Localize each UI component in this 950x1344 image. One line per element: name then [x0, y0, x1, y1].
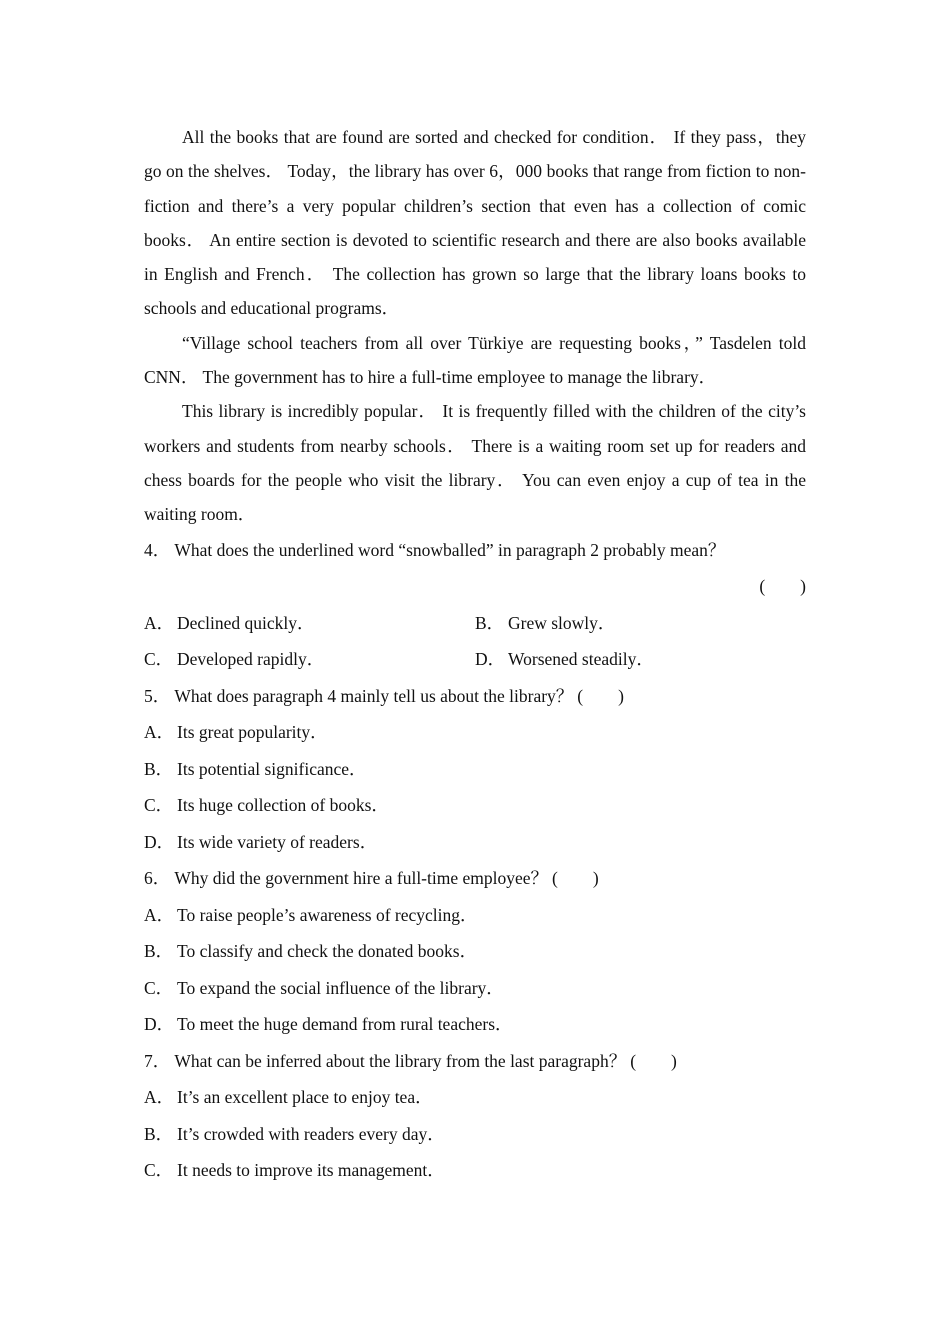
paragraph: All the books that are found are sorted and checked for condition． If they pass，they go on the shelves． Today，the library has over 6，000 books that range from fiction to non-fiction and there’s a very popular children’s section that even has a collection of comic books． An entire section is devoted to scientific research and there are also books available in English and French． The collection has grown so large that the library loans books to schools and educational programs． [144, 127, 806, 319]
question-text: What can be inferred about the library from the last paragraph？ [174, 1050, 627, 1071]
option-b [475, 605, 806, 642]
option-letter: B． [144, 758, 174, 779]
option-text: Its wide variety of readers． [177, 831, 378, 852]
option-text: To classify and check the donated books． [177, 941, 478, 962]
question-7 [144, 1043, 806, 1189]
option-c [144, 787, 806, 824]
option-letter: A． [144, 722, 175, 743]
option-a [144, 897, 806, 934]
option-b [144, 1116, 806, 1153]
answer-blank: ( ) [630, 1050, 677, 1071]
option-letter: B． [144, 1123, 174, 1144]
option-text: To expand the social influence of the library． [177, 977, 504, 998]
option-text: Its potential significance． [177, 758, 367, 779]
option-letter: D． [144, 1014, 175, 1035]
question-number: 6． [144, 868, 171, 889]
option-text: It’s crowded with readers every day． [177, 1123, 445, 1144]
option-letter: D． [475, 649, 506, 670]
option-text: Developed rapidly． [177, 649, 325, 670]
question-4 [144, 532, 806, 678]
question-number: 4． [144, 539, 171, 560]
question-6 [144, 860, 806, 1043]
option-letter: C． [144, 1160, 174, 1181]
option-text: To meet the huge demand from rural teachers． [177, 1014, 513, 1035]
option-text: It’s an excellent place to enjoy tea． [177, 1087, 433, 1108]
option-letter: D． [144, 831, 175, 852]
option-c [144, 641, 475, 678]
option-text: Its great popularity． [177, 722, 328, 743]
option-text: Worsened steadily． [508, 649, 654, 670]
option-b [144, 933, 806, 970]
option-d [144, 1006, 806, 1043]
answer-blank: ( ) [759, 576, 806, 597]
question-text: What does paragraph 4 mainly tell us about the library？ [174, 685, 574, 706]
question-stem [144, 860, 806, 897]
question-number: 5． [144, 685, 171, 706]
paragraph: “Village school teachers from all over Türkiye are requesting books，” Tasdelen told CNN． The government has to hire a full-time employee to manage the library． [144, 332, 806, 388]
option-d [144, 824, 806, 861]
option-a [144, 714, 806, 751]
option-letter: C． [144, 649, 174, 670]
option-c [144, 1152, 806, 1189]
question-stem [144, 532, 806, 569]
paragraph: This library is incredibly popular． It is frequently filled with the children of the city’s workers and students from nearby schools． There is a waiting room set up for readers and chess boards for the people who visit the library． You can even enjoy a cup of tea in the waiting room． [144, 401, 806, 525]
option-text: Its huge collection of books． [177, 795, 389, 816]
question-5 [144, 678, 806, 861]
option-letter: A． [144, 1087, 175, 1108]
question-stem [144, 678, 806, 715]
question-text: What does the underlined word “snowballed” in paragraph 2 probably mean？ [174, 539, 726, 560]
option-letter: C． [144, 795, 174, 816]
question-number: 7． [144, 1050, 171, 1071]
option-text: It needs to improve its management． [177, 1160, 445, 1181]
option-c [144, 970, 806, 1007]
question-text: Why did the government hire a full-time employee？ [174, 868, 549, 889]
option-letter: A． [144, 904, 175, 925]
option-letter: B． [144, 941, 174, 962]
option-text: Grew slowly． [508, 612, 616, 633]
option-a [144, 1079, 806, 1116]
answer-blank: ( ) [577, 685, 624, 706]
option-a [144, 605, 475, 642]
option-letter: A． [144, 612, 175, 633]
document-page [144, 120, 806, 1189]
option-letter: C． [144, 977, 174, 998]
answer-blank: ( ) [552, 868, 599, 889]
option-letter: B． [475, 612, 505, 633]
question-stem [144, 1043, 806, 1080]
option-text: Declined quickly． [177, 612, 315, 633]
option-text: To raise people’s awareness of recycling． [177, 904, 478, 925]
option-b [144, 751, 806, 788]
option-d [475, 641, 806, 678]
passage [144, 120, 806, 532]
